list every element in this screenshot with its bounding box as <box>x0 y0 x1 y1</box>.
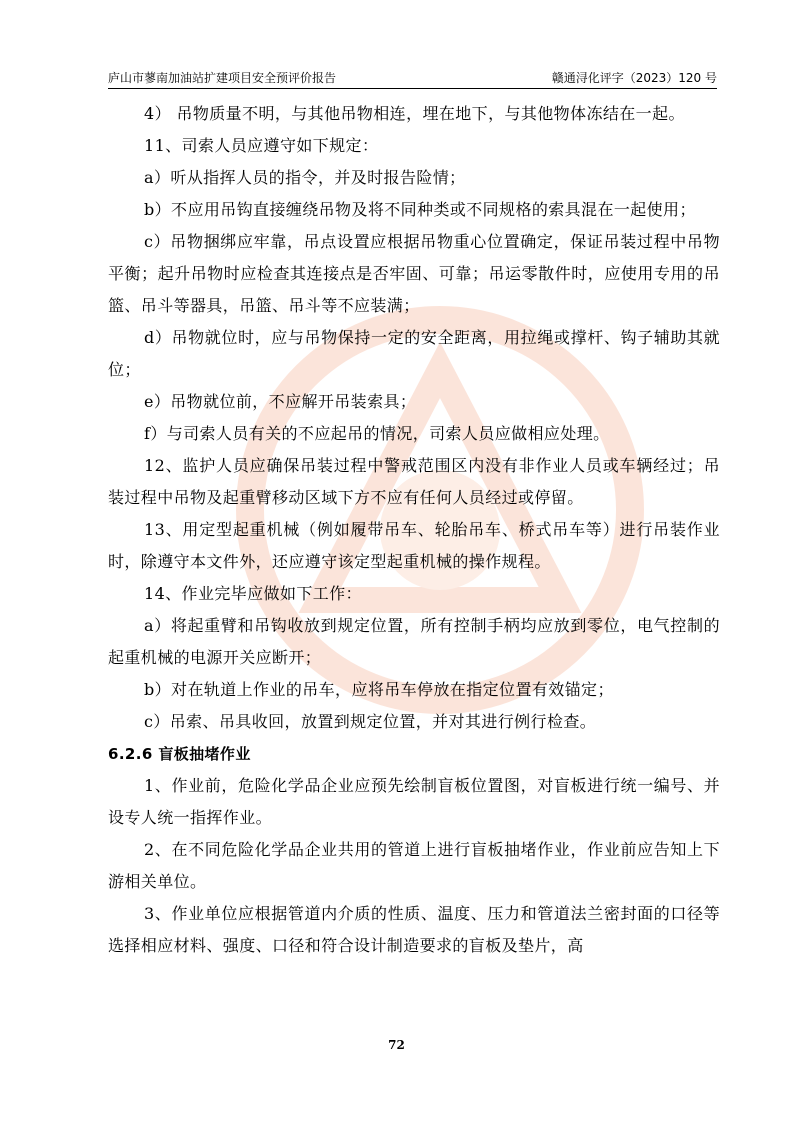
section-heading: 6.2.6 盲板抽堵作业 <box>108 745 251 763</box>
paragraph: c）吊物捆绑应牢靠，吊点设置应根据吊物重心位置确定，保证吊装过程中吊物平衡；起升吊物时应检查其连接点是否牢固、可靠；吊运零散件时，应使用专用的吊篮、吊斗等器具，吊篮、吊斗等不应装满； <box>108 232 720 315</box>
paragraph: e）吊物就位前，不应解开吊装索具； <box>144 392 417 411</box>
paragraph: f）与司索人员有关的不应起吊的情况，司索人员应做相应处理。 <box>144 424 610 443</box>
page-number: 72 <box>388 1038 405 1052</box>
page-header <box>108 68 717 89</box>
paragraph: 3、作业单位应根据管道内介质的性质、温度、压力和管道法兰密封面的口径等选择相应材料、强度、口径和符合设计制造要求的盲板及垫片，高 <box>108 904 720 955</box>
paragraph: 1、作业前，危险化学品企业应预先绘制盲板位置图，对盲板进行统一编号、并设专人统一指挥作业。 <box>108 776 720 827</box>
report-number: 赣通浔化评字（2023）120 号 <box>551 71 717 85</box>
paragraph: 14、作业完毕应做如下工作： <box>144 584 362 603</box>
paragraph: a）听从指挥人员的指令，并及时报告险情； <box>144 168 466 187</box>
paragraph: c）吊索、吊具收回，放置到规定位置，并对其进行例行检查。 <box>144 712 597 731</box>
paragraph: 12、监护人员应确保吊装过程中警戒范围区内没有非作业人员或车辆经过；吊装过程中吊物及起重臂移动区域下方不应有任何人员经过或停留。 <box>108 456 720 507</box>
report-title: 庐山市蓼南加油站扩建项目安全预评价报告 <box>108 71 337 85</box>
paragraph: 2、在不同危险化学品企业共用的管道上进行盲板抽堵作业，作业前应告知上下游相关单位。 <box>108 840 720 891</box>
paragraph: 4） 吊物质量不明，与其他吊物相连，埋在地下，与其他物体冻结在一起。 <box>144 104 685 123</box>
paragraph: 13、用定型起重机械（例如履带吊车、轮胎吊车、桥式吊车等）进行吊装作业时，除遵守本文件外，还应遵守该定型起重机械的操作规程。 <box>108 520 720 571</box>
paragraph: 11、司索人员应遵守如下规定： <box>144 136 379 155</box>
paragraph: b）不应用吊钩直接缠绕吊物及将不同种类或不同规格的索具混在一起使用； <box>144 200 696 219</box>
paragraph: a）将起重臂和吊钩收放到规定位置，所有控制手柄均应放到零位，电气控制的起重机械的电源开关应断开； <box>108 616 720 667</box>
paragraph: b）对在轨道上作业的吊车，应将吊车停放在指定位置有效锚定； <box>144 680 614 699</box>
paragraph: d）吊物就位时，应与吊物保持一定的安全距离，用拉绳或撑杆、钩子辅助其就位； <box>108 328 720 379</box>
document-body <box>108 98 720 962</box>
